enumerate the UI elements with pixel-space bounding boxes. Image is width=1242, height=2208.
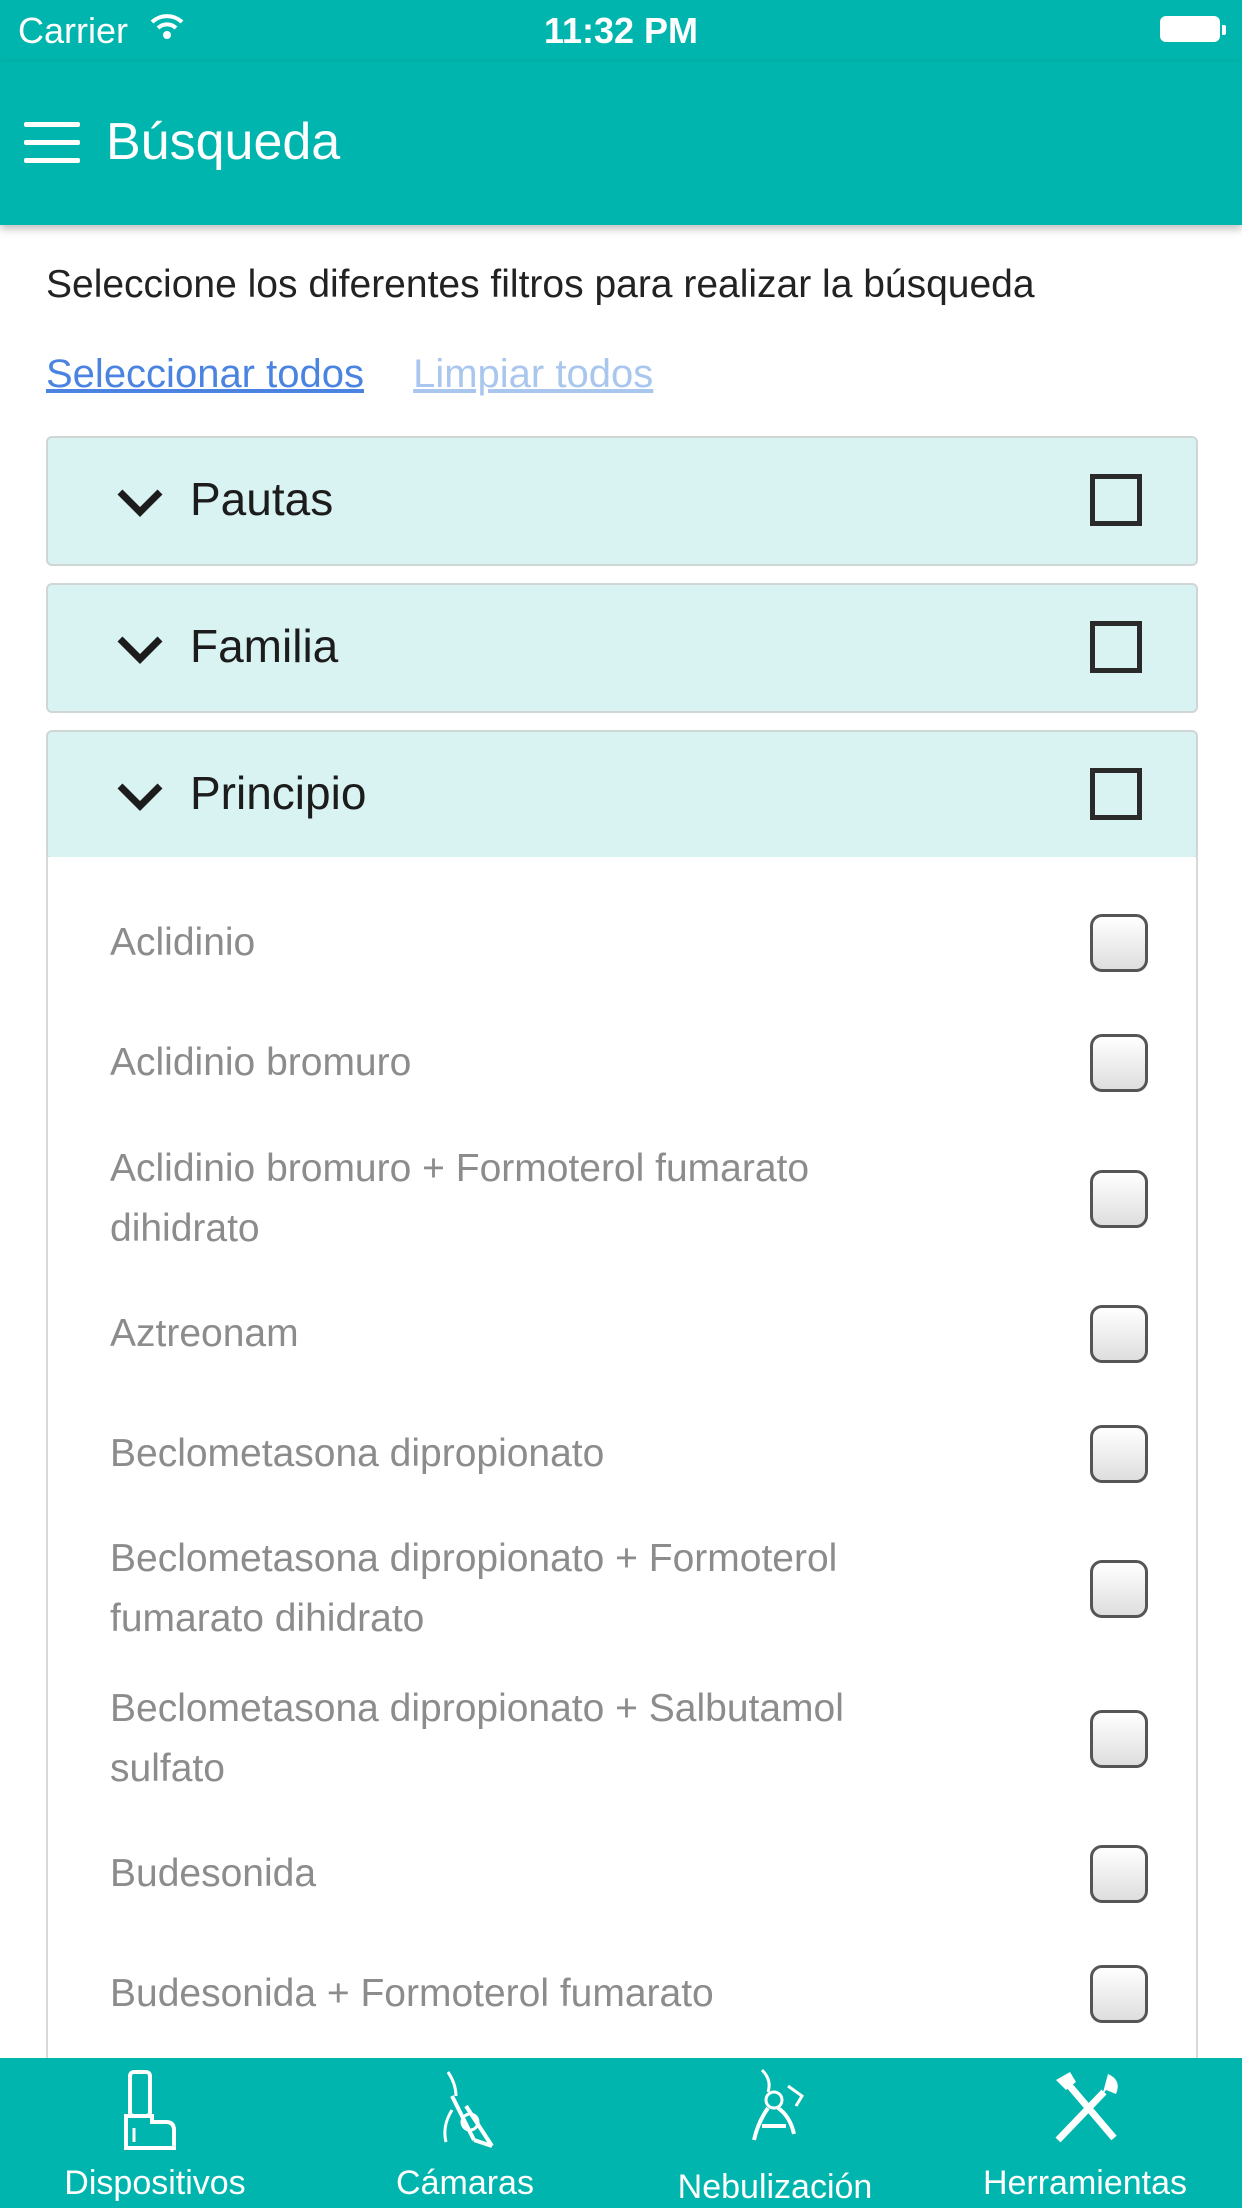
option-label: Beclometasona dipropionato + Salbutamol sulfato — [110, 1687, 844, 1790]
option-checkbox[interactable] — [1090, 1425, 1148, 1483]
tools-icon — [1042, 2066, 1128, 2156]
select-all-link[interactable]: Seleccionar todos — [46, 352, 364, 396]
option-checkbox[interactable] — [1090, 1710, 1148, 1768]
option-checkbox[interactable] — [1090, 914, 1148, 972]
option-label: Aztreonam — [110, 1312, 299, 1355]
battery-icon — [1160, 16, 1220, 42]
tab-label: Dispositivos — [64, 2164, 246, 2202]
option-checkbox[interactable] — [1090, 1034, 1148, 1092]
section-label: Pautas — [190, 473, 334, 525]
navigation-bar — [0, 62, 1242, 225]
option-checkbox[interactable] — [1090, 1170, 1148, 1228]
tab-herramientas[interactable] — [930, 2058, 1240, 2208]
list-item[interactable] — [110, 1529, 1190, 1649]
hamburger-menu-icon[interactable] — [24, 122, 80, 164]
option-label: Aclidinio — [110, 921, 256, 964]
list-item[interactable] — [110, 1679, 1190, 1799]
clear-all-link[interactable]: Limpiar todos — [413, 352, 654, 396]
tab-nebulizacion[interactable] — [620, 2058, 930, 2208]
list-item[interactable] — [110, 1964, 1190, 2024]
option-checkbox[interactable] — [1090, 1965, 1148, 2023]
option-label: Aclidinio bromuro + Formoterol fumarato dihidrato — [110, 1147, 810, 1250]
section-checkbox[interactable] — [1090, 768, 1142, 820]
chevron-down-icon — [114, 482, 166, 522]
status-bar — [0, 0, 1242, 62]
section-label: Principio — [190, 767, 367, 819]
page-title: Búsqueda — [106, 113, 341, 171]
list-item[interactable] — [110, 1033, 1190, 1093]
instructions-text: Seleccione los diferentes filtros para realizar la búsqueda — [46, 263, 1035, 306]
chevron-down-icon — [114, 629, 166, 669]
list-item[interactable] — [110, 1844, 1190, 1904]
section-checkbox[interactable] — [1090, 621, 1142, 673]
nebulizer-icon — [732, 2066, 818, 2156]
option-label: Beclometasona dipropionato + Formoterol fumarato dihidrato — [110, 1537, 838, 1640]
option-label: Budesonida — [110, 1852, 317, 1895]
list-item[interactable] — [110, 1304, 1190, 1364]
tab-label: Cámaras — [396, 2164, 534, 2202]
inhaler-icon — [112, 2066, 198, 2156]
list-item[interactable] — [110, 1139, 1190, 1259]
option-checkbox[interactable] — [1090, 1560, 1148, 1618]
section-checkbox[interactable] — [1090, 474, 1142, 526]
option-label: Beclometasona dipropionato — [110, 1432, 605, 1475]
search-filters-content — [0, 225, 1242, 2058]
tab-camaras[interactable] — [310, 2058, 620, 2208]
tab-bar — [0, 2058, 1242, 2208]
carrier-label: Carrier — [18, 10, 129, 51]
clock: 11:32 PM — [543, 10, 699, 51]
section-label: Familia — [190, 620, 339, 672]
tab-label: Nebulización — [677, 2168, 873, 2206]
option-label: Budesonida + Formoterol fumarato — [110, 1972, 714, 2015]
spacer-chamber-icon — [422, 2066, 508, 2156]
section-header-principio[interactable] — [46, 730, 1198, 860]
tab-label: Herramientas — [982, 2164, 1188, 2202]
section-header-pautas[interactable] — [46, 436, 1198, 566]
option-label: Aclidinio bromuro — [110, 1041, 412, 1084]
bulk-actions — [46, 352, 653, 397]
option-checkbox[interactable] — [1090, 1305, 1148, 1363]
section-header-familia[interactable] — [46, 583, 1198, 713]
principio-options-panel — [46, 857, 1198, 2058]
list-item[interactable] — [110, 913, 1190, 973]
option-checkbox[interactable] — [1090, 1845, 1148, 1903]
chevron-down-icon — [114, 776, 166, 816]
tab-dispositivos[interactable] — [0, 2058, 310, 2208]
list-item[interactable] — [110, 1424, 1190, 1484]
